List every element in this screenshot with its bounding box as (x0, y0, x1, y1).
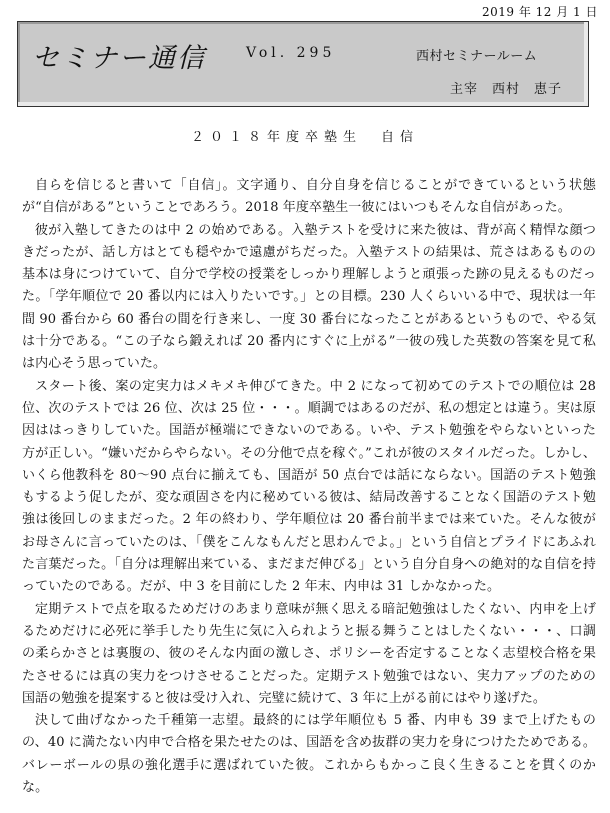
article-paragraph: 定期テストで点を取るためだけのあまり意味が無く思える暗記勉強はしたくない、内申を上げるためだけに必死に挙手したり先生に気に入られようと振る舞うことはしたくない・・・、口調の柔らかさとは裏腹の、彼のそんな内面の激しさ、ポリシーを否定することなく志望校合格を果たさせるには真の実力をつけさせることだった。定期テスト勉強ではない、実力アップのための国語の勉強を提案すると彼は受け入れ、完璧に続けて、3 年に上がる前にはやり遂げた。 (22, 601, 596, 706)
volume-number: Vol. 295 (246, 45, 336, 61)
article-body (22, 175, 596, 799)
article-title: ２０１８年度卒塾生 自信 (190, 130, 419, 145)
newsletter-title: セミナー通信 (32, 43, 206, 74)
author-name: 主宰 西村 恵子 (450, 82, 563, 97)
article-paragraph: 決して曲げなかった千種第一志望。最終的には学年順位も 5 番、内申も 39 まで上げたものの、40 に満たない内申で合格を果たせたのは、国語を含め抜群の実力を身につけたためである。バレーボールの県の強化選手に選ばれていた彼。これからもかっこ良く生きることを貫くのかな。 (22, 713, 596, 796)
article-paragraph: 彼が入塾してきたのは中 2 の始めである。入塾テストを受けに来た彼は、背が高く精悍な顔つきだったが、話し方はとても穏やかで遠慮がちだった。入塾テストの結果は、荒さはあるものの基本は身につけていて、自分で学校の授業をしっかり理解しようと頑張った跡の見えるものだった。「学年順位で 20 番以内には入りたいです。」との目標。230 人くらいいる中で、現状は一年間 90 番台から 60 番台の間を行き来し、一度 30 番台になったことがあるというもので、やる気は十分である。“この子なら鍛えれば 20 番内にすぐに上がる”一彼の残した英数の答案を見て私は内心そう思っていた。 (22, 222, 596, 372)
issue-date: 2019 年 12 月 1 日 (481, 5, 598, 19)
article-paragraph: 自らを信じると書いて「自信」。文字通り、自分自身を信じることができているという状態が“自信がある”ということであろう。2018 年度卒塾生一彼にはいつもそんな自信があった。 (22, 178, 596, 216)
article-paragraph: スタート後、案の定実力はメキメキ伸びてきた。中 2 になって初めてのテストでの順位は 28 位、次のテストでは 26 位、次は 25 位・・・。順調ではあるのだが、私の想定とは違う。実は原因ははっきりしていた。国語が極端にできないのである。いや、テスト勉強をやらないといった方が正しい。“嫌いだからやらない。その分他で点を稼ぐ。”これが彼のスタイルだった。しかし、いくら他教科を 80～90 点台に揃えても、国語が 50 点台では話にならない。国語のテスト勉強もするよう促したが、変な頑固さを内に秘めている彼は、結局改善することなく国語のテスト勉強は後回しのままだった。2 年の終わり、学年順位は 20 番台前半までは来ていた。そんな彼がお母さんに言っていたのは、「僕をこんなもんだと思わんでよ。」という自信とプライドにあふれた言葉だった。「自分は理解出来ている、まだまだ伸びる」という自分自身への絶対的な自信を持っていたのである。だが、中 3 を目前にした 2 年末、内申は 31 しかなかった。 (22, 378, 596, 595)
organization-name: 西村セミナールーム (416, 49, 538, 64)
newsletter-header (17, 21, 589, 107)
